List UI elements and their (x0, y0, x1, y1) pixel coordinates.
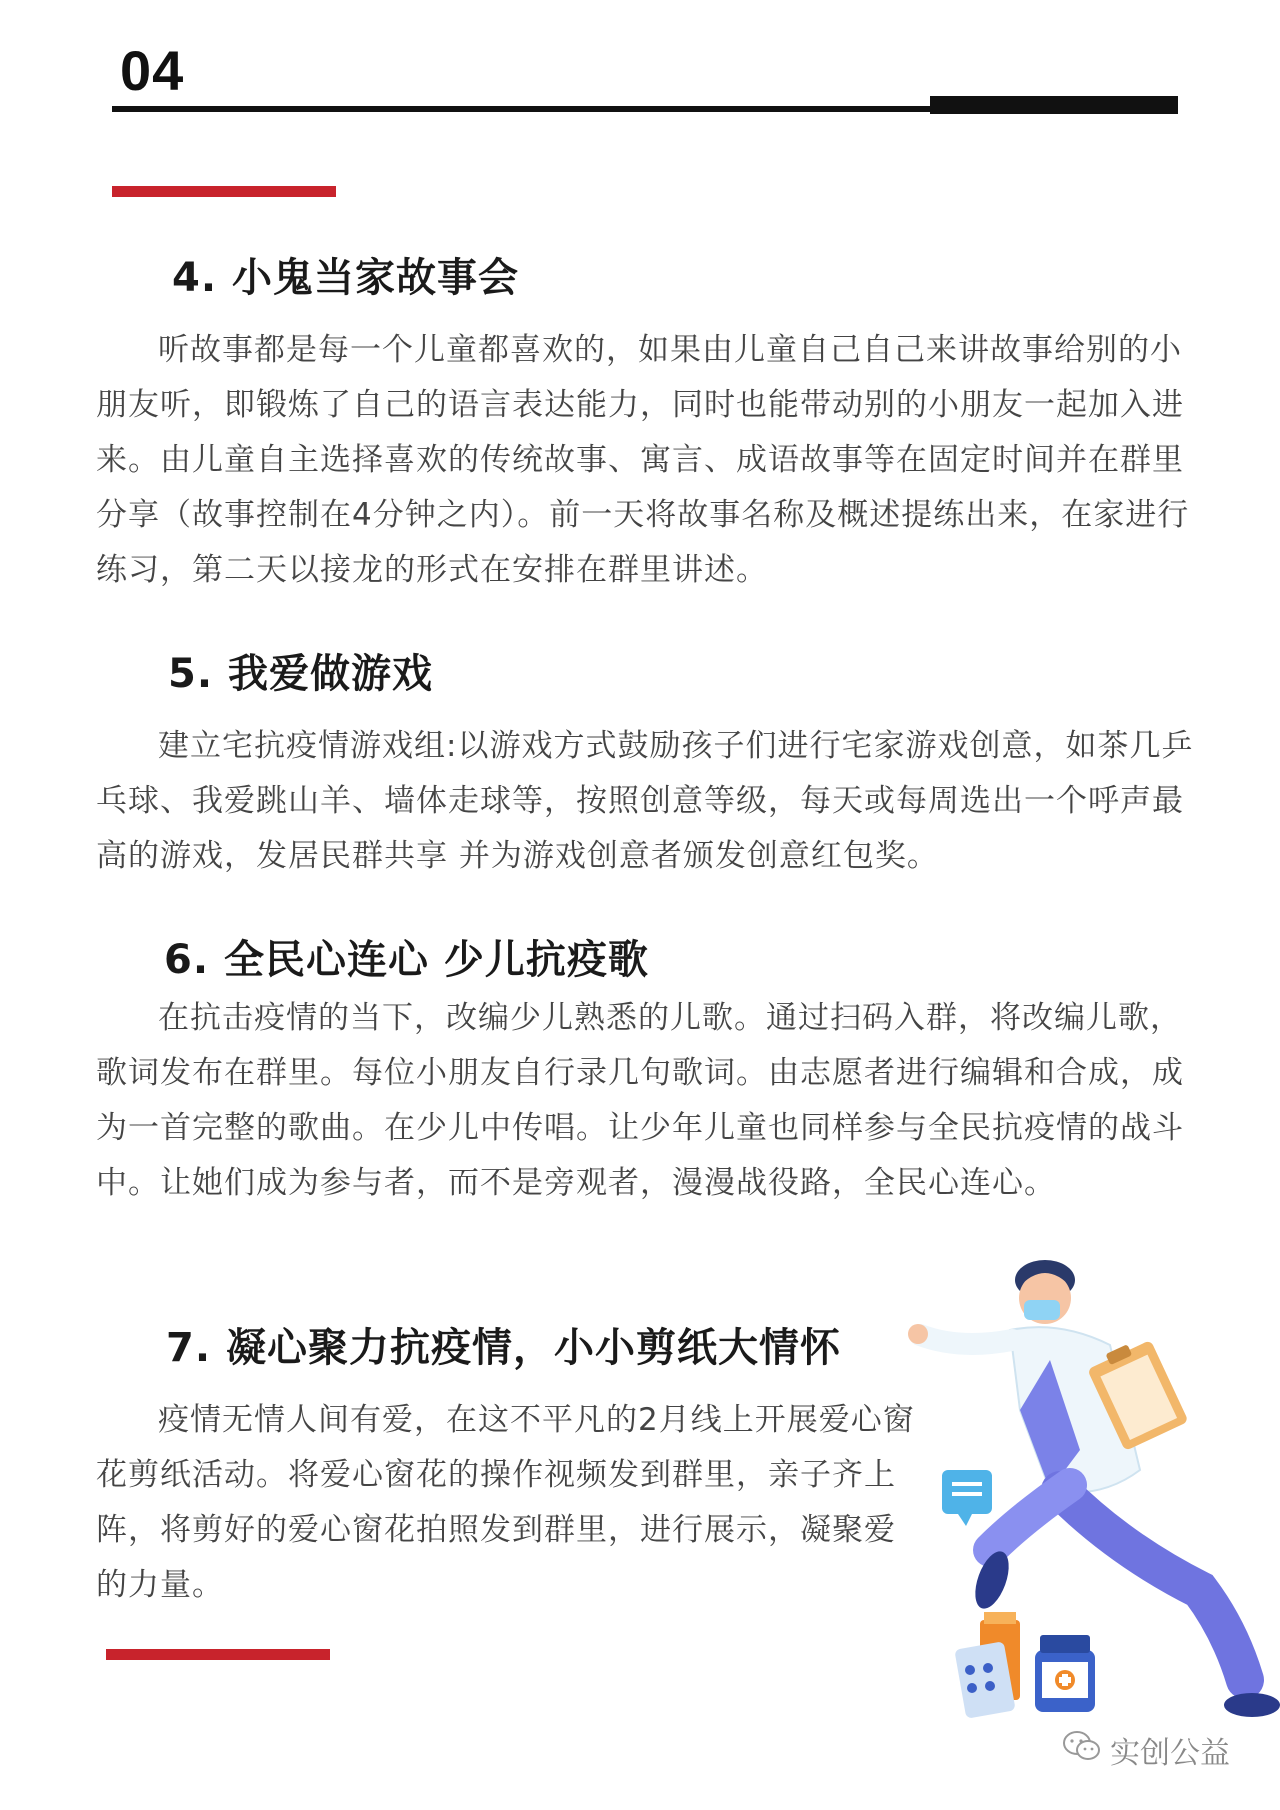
section-body: 听故事都是每一个儿童都喜欢的，如果由儿童自己自己来讲故事给别的小朋友听，即锻炼了自己的语言表达能力，同时也能带动别的小朋友一起加入进来。由儿童自主选择喜欢的传统故事、寓言、成语故事等在固定时间并在群里分享（故事控制在4分钟之内）。前一天将故事名称及概述提练出来，在家进行练习，第二天以接龙的形式在安排在群里讲述。 (96, 332, 1190, 588)
section-body: 建立宅抗疫情游戏组:以游戏方式鼓励孩子们进行宅家游戏创意，如茶几乒乓球、我爱跳山羊、墙体走球等，按照创意等级，每天或每周选出一个呼声最高的游戏，发居民群共享 并为游戏创意者颁发创意红包奖。 (96, 728, 1194, 874)
wechat-icon (1062, 1730, 1102, 1770)
header-rule-block (930, 96, 1178, 114)
red-accent-bar-bottom (106, 1649, 330, 1660)
section-title: 5. 我爱做游戏 (168, 651, 433, 697)
section-title: 6. 全民心连心 少儿抗疫歌 (164, 937, 649, 983)
section-body: 在抗击疫情的当下，改编少儿熟悉的儿歌。通过扫码入群，将改编儿歌，歌词发布在群里。每位小朋友自行录几句歌词。由志愿者进行编辑和合成，成为一首完整的歌曲。在少儿中传唱。让少年儿童也同样参与全民抗疫情的战斗中。让她们成为参与者，而不是旁观者，漫漫战役路，全民心连心。 (96, 1000, 1184, 1201)
red-accent-bar-top (112, 186, 336, 197)
section-songs (96, 928, 1208, 1211)
section-games (96, 642, 1208, 884)
watermark (1062, 1728, 1230, 1772)
section-storytelling (96, 246, 1208, 598)
doctor-illustration (900, 1250, 1280, 1720)
section-papercut (96, 1316, 926, 1613)
section-number: 04 (120, 39, 185, 102)
section-body: 疫情无情人间有爱，在这不平凡的2月线上开展爱心窗花剪纸活动。将爱心窗花的操作视频发到群里，亲子齐上阵，将剪好的爱心窗花拍照发到群里，进行展示，凝聚爱的力量。 (96, 1402, 915, 1603)
medicine-icon (954, 1612, 1095, 1719)
watermark-text: 实创公益 (1110, 1736, 1230, 1771)
chat-bubble-icon (942, 1470, 992, 1526)
section-title: 7. 凝心聚力抗疫情，小小剪纸大情怀 (166, 1325, 841, 1371)
section-title: 4. 小鬼当家故事会 (172, 255, 519, 301)
